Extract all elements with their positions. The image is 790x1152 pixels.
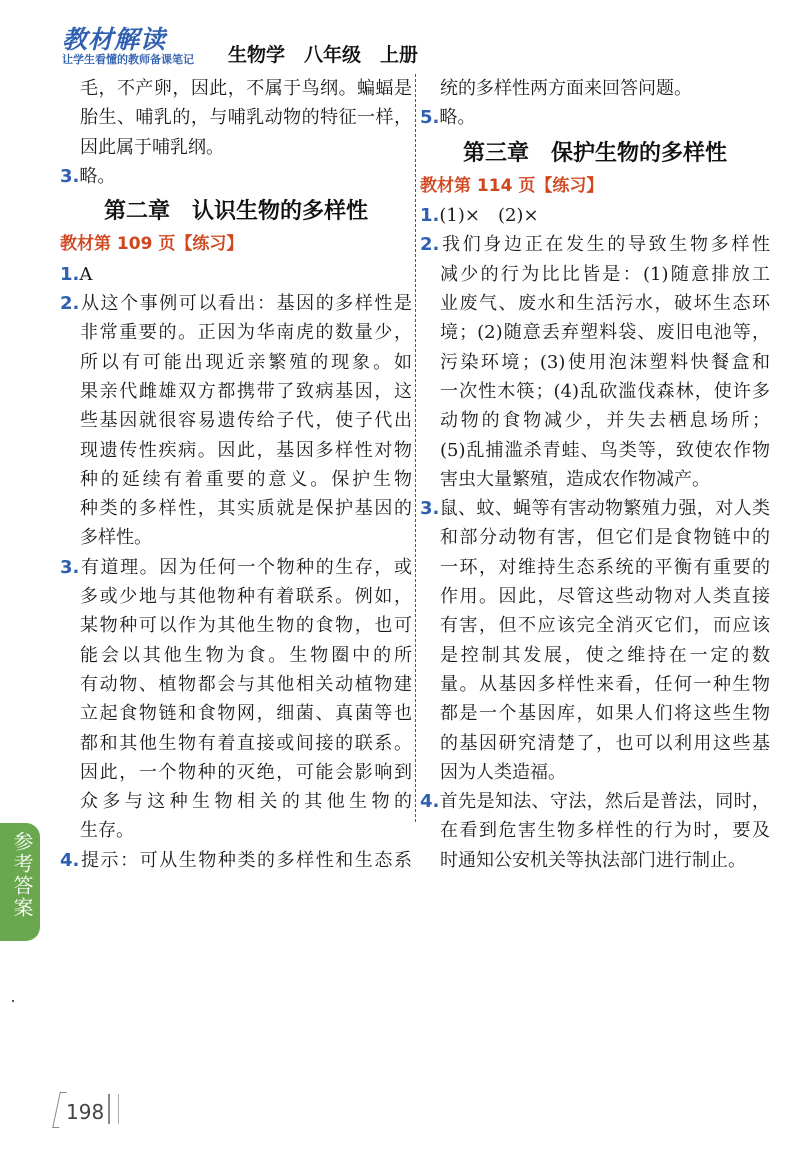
text-line: 一环，对维持生态系统的平衡有重要的 [440, 556, 770, 578]
text-line [420, 787, 770, 816]
continued-answer [420, 74, 770, 103]
answer-number: 2. [420, 234, 440, 256]
answer-4 [60, 846, 412, 875]
text-line: 因为人类造福。 [440, 761, 566, 783]
page-number-bracket [52, 1092, 67, 1128]
text-line: 能会以其他生物为食。生物圈中的所 [80, 644, 412, 666]
text-line: 时通知公安机关等执法部门进行制止。 [440, 849, 746, 871]
text-line: 所以有可能出现近亲繁殖的现象。如 [80, 351, 412, 373]
page-number: 198 [66, 1100, 105, 1124]
exercise-heading: 教材第 109 页【练习】 [60, 234, 244, 255]
text-line: 污染环境；(3)使用泡沫塑料快餐盒和 [440, 351, 770, 373]
answer-number: 4. [60, 849, 80, 871]
text-line: 量。从基因多样性来看，任何一种生物 [440, 673, 770, 695]
chapter-heading: 第二章 认识生物的多样性 [103, 199, 368, 225]
text-line: 果亲代雌雄双方都携带了致病基因，这 [80, 380, 412, 402]
text-line: 非常重要的。正因为华南虎的数量少， [80, 322, 412, 344]
text-line [60, 553, 412, 582]
answer-text: (1)× (2)× [439, 205, 539, 227]
text-line: 因此属于哺乳纲。 [80, 136, 224, 158]
text-line: 和部分动物有害，但它们是食物链中的 [440, 527, 770, 549]
answer-text: 略。 [439, 107, 476, 129]
answer-number: 4. [420, 791, 440, 813]
column-divider [415, 74, 416, 822]
text-line-content: 提示：可从生物种类的多样性和生态系 [79, 849, 412, 871]
text-line [420, 230, 770, 259]
text-line: 的基因研究清楚了，也可以利用这些基 [440, 732, 770, 754]
brand-logo: 教材解读 [62, 25, 167, 54]
text-line: 作用。因此，尽管这些动物对人类直接 [440, 586, 770, 608]
answer-number: 1. [420, 205, 440, 227]
answer-3-text [60, 553, 412, 846]
text-line: (5)乱捕滥杀青蛙、鸟类等，致使农作物 [440, 439, 770, 461]
answer-number: 2. [60, 293, 80, 315]
text-line [60, 289, 412, 318]
text-line: 统的多样性两方面来回答问题。 [440, 78, 692, 99]
brand-slogan: 让学生看懂的教师备课笔记 [62, 53, 194, 66]
answer-4 [420, 787, 770, 875]
text-line-content: 有道理。因为任何一个物种的生存，或 [79, 556, 412, 578]
side-tab-label: 参考答案 [10, 831, 34, 919]
text-line: 现遗传性疾病。因此，基因多样性对物 [80, 439, 412, 461]
text-line: 某物种可以作为其他生物的食物，也可 [80, 615, 412, 637]
text-line: 立起食物链和食物网，细菌、真菌等也 [80, 703, 412, 725]
text-line-content: 我们身边正在发生的导致生物多样性 [439, 234, 770, 256]
page-number-bar [118, 1094, 119, 1124]
text-line: 种类的多样性，其实质就是保护基因的 [80, 498, 412, 520]
answer-2 [420, 230, 770, 494]
section-side-tab [0, 823, 40, 941]
answer-number: 3. [60, 165, 80, 187]
text-line: 有害，但不应该完全消灭它们，而应该 [440, 615, 770, 637]
exercise-heading: 教材第 114 页【练习】 [420, 175, 604, 196]
text-line: 动物的食物减少，并失去栖息场所； [440, 410, 770, 432]
left-column [60, 74, 412, 875]
continued-answer [60, 74, 412, 162]
text-line: 众多与这种生物相关的其他生物的 [80, 791, 412, 813]
text-line: 有动物、植物都会与其他相关动植物建 [80, 673, 412, 695]
answer-2 [60, 289, 412, 553]
text-line: 是控制其发展，使之维持在一定的数 [440, 644, 770, 666]
text-line: 多或少地与其他物种有着联系。例如， [80, 586, 412, 608]
text-line: 减少的行为比比皆是：(1)随意排放工 [440, 263, 770, 285]
text-line: 都是一个基因库，如果人们将这些生物 [440, 703, 770, 725]
text-line-content: 首先是知法、守法，然后是普法，同时， [439, 791, 770, 813]
text-line: 胎生、哺乳的，与哺乳动物的特征一样， [80, 107, 412, 129]
answer-text: A [79, 263, 93, 285]
text-line: 多样性。 [80, 527, 152, 549]
text-line [420, 494, 770, 523]
answer-1 [60, 260, 412, 289]
text-line: 在看到危害生物多样性的行为时，要及 [440, 820, 770, 842]
text-line: 业废气、废水和生活污水，破坏生态环 [440, 293, 770, 315]
text-line-content: 鼠、蚊、蝇等有害动物繁殖力强，对人类 [439, 498, 770, 520]
text-line: 些基因就很容易遗传给子代，使子代出 [80, 410, 412, 432]
page-header [0, 0, 790, 72]
text-line: 害虫大量繁殖，造成农作物减产。 [440, 468, 710, 490]
text-line: 毛，不产卵，因此，不属于鸟纲。蝙蝠是 [80, 78, 412, 99]
text-line: 境；(2)随意丢弃塑料袋、废旧电池等， [440, 322, 770, 344]
answer-number: 3. [420, 498, 440, 520]
answer-text: 略。 [79, 165, 116, 187]
chapter-heading: 第三章 保护生物的多样性 [462, 140, 727, 166]
print-dot [12, 1000, 14, 1002]
text-line: 一次性木筷；(4)乱砍滥伐森林，使许多 [440, 380, 770, 402]
text-line: 都和其他生物有着直接或间接的联系。 [80, 732, 412, 754]
answer-number: 3. [60, 556, 80, 578]
answer-number: 1. [60, 263, 80, 285]
text-line: 生存。 [80, 820, 134, 842]
text-line-content: 从这个事例可以看出：基因的多样性是 [79, 293, 412, 315]
answer-5 [420, 103, 770, 132]
answer-3 [60, 162, 412, 191]
page-number-bar [108, 1094, 110, 1124]
text-line: 种的延续有着重要的意义。保护生物 [80, 468, 412, 490]
book-title: 生物学 八年级 上册 [228, 44, 419, 66]
answer-1 [420, 201, 770, 230]
text-line: 因此，一个物种的灭绝，可能会影响到 [80, 761, 412, 783]
answer-number: 5. [420, 107, 440, 129]
right-column [420, 74, 770, 875]
answer-3 [420, 494, 770, 787]
